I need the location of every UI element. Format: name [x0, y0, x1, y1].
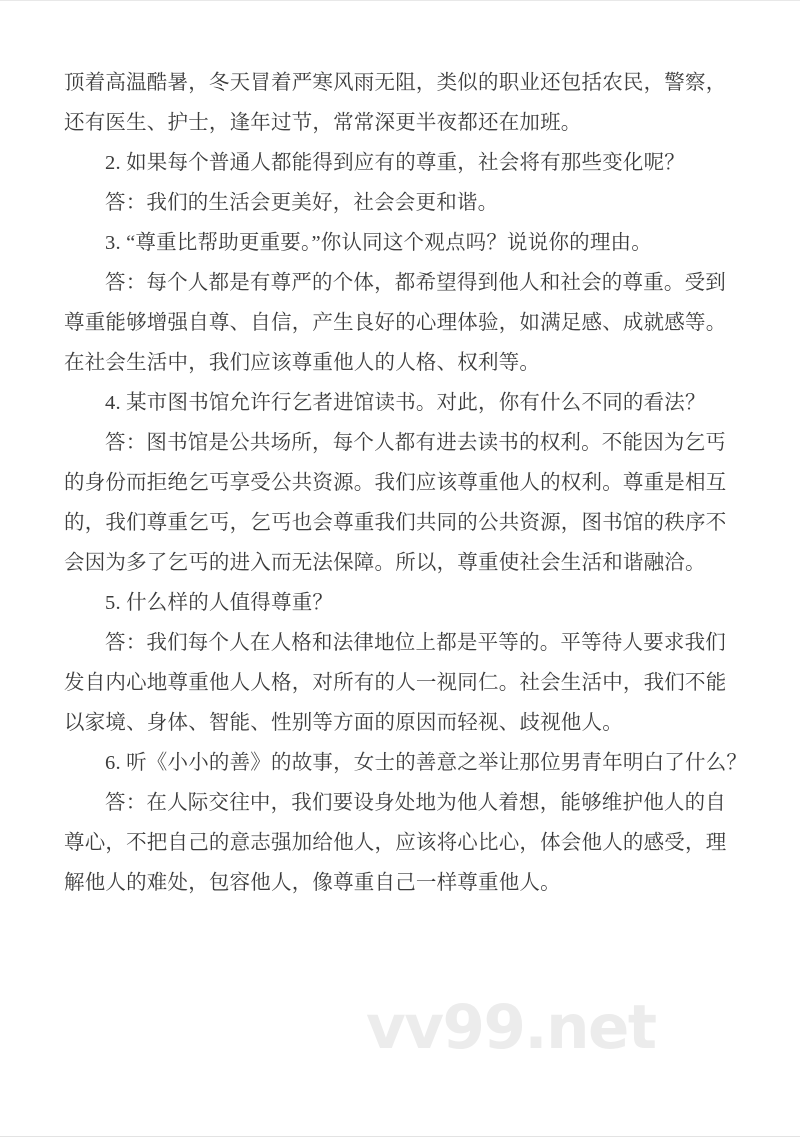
text-line: 答：我们的生活会更美好，社会会更和谐。	[105, 192, 499, 214]
text-line: 的，我们尊重乞丐，乞丐也会尊重我们共同的公共资源，图书馆的秩序不	[64, 512, 727, 534]
document-text-body	[64, 63, 748, 903]
text-line: 会因为多了乞丐的进入而无法保障。所以，尊重使社会生活和谐融洽。	[64, 552, 706, 574]
text-line: 解他人的难处，包容他人，像尊重自己一样尊重他人。	[64, 872, 561, 894]
text-line: 顶着高温酷暑，冬天冒着严寒风雨无阻，类似的职业还包括农民，警察，	[64, 72, 727, 94]
text-line: 以家境、身体、智能、性别等方面的原因而轻视、歧视他人。	[64, 712, 623, 734]
text-line: 答：每个人都是有尊严的个体，都希望得到他人和社会的尊重。受到	[105, 272, 726, 294]
text-line: 5. 什么样的人值得尊重？	[105, 592, 334, 614]
text-line: 6. 听《小小的善》的故事，女士的善意之举让那位男青年明白了什么？	[105, 752, 748, 774]
text-line: 4. 某市图书馆允许行乞者进馆读书。对此，你有什么不同的看法？	[105, 392, 706, 414]
text-line: 发自内心地尊重他人人格，对所有的人一视同仁。社会生活中，我们不能	[64, 672, 727, 694]
text-line: 答：在人际交往中，我们要设身处地为他人着想，能够维护他人的自	[105, 792, 726, 814]
text-line: 的身份而拒绝乞丐享受公共资源。我们应该尊重他人的权利。尊重是相互	[64, 472, 727, 494]
text-line: 答：我们每个人在人格和法律地位上都是平等的。平等待人要求我们	[105, 632, 726, 654]
text-line: 3. “尊重比帮助更重要。”你认同这个观点吗？说说你的理由。	[105, 232, 652, 254]
text-line: 尊重能够增强自尊、自信，产生良好的心理体验，如满足感、成就感等。	[64, 312, 727, 334]
text-line: 还有医生、护士，逢年过节，常常深更半夜都还在加班。	[64, 112, 582, 134]
site-watermark: vv99.net	[366, 992, 656, 1063]
text-line: 在社会生活中，我们应该尊重他人的人格、权利等。	[64, 352, 541, 374]
text-line: 尊心，不把自己的意志强加给他人，应该将心比心，体会他人的感受，理	[64, 832, 727, 854]
text-line: 答：图书馆是公共场所，每个人都有进去读书的权利。不能因为乞丐	[105, 432, 726, 454]
text-line: 2. 如果每个普通人都能得到应有的尊重，社会将有那些变化呢？	[105, 152, 685, 174]
